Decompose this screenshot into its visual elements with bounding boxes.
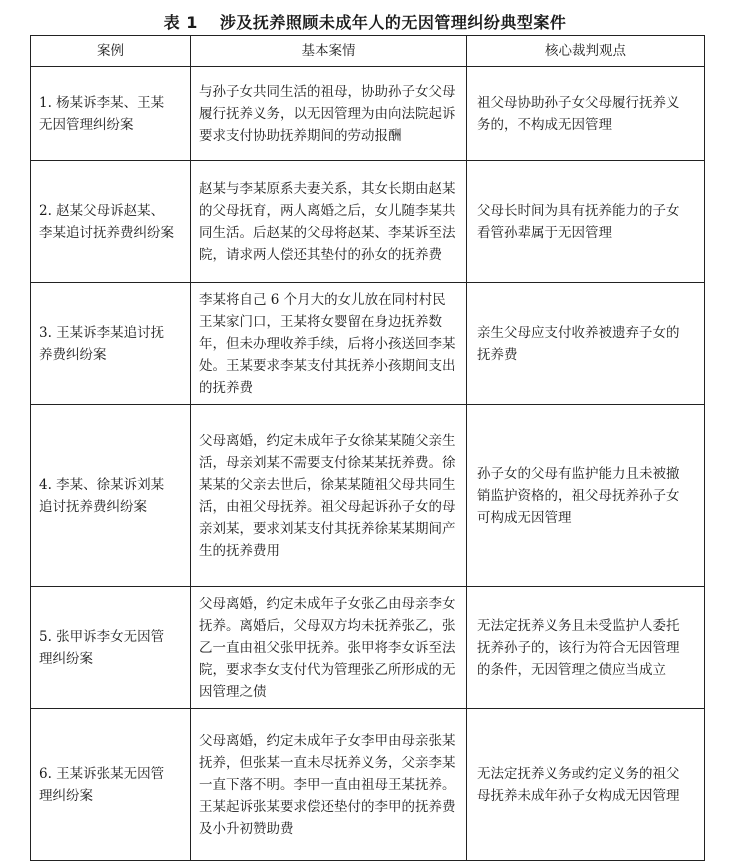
case-facts-cell: 李某将自己 6 个月大的女儿放在同村村民王某家门口，王某将女婴留在身边抚养数年，但未办理收养手续，后将小孩送回李某处。王某要求李某支付其抚养小孩期间支出的抚养费 bbox=[191, 283, 467, 405]
case-holding-cell: 无法定抚养义务或约定义务的祖父母抚养未成年孙子女构成无因管理 bbox=[467, 709, 705, 861]
case-holding-cell: 无法定抚养义务且未受监护人委托抚养孙子的，该行为符合无因管理的条件，无因管理之债应当成立 bbox=[467, 587, 705, 709]
case-facts-cell: 赵某与李某原系夫妻关系，其女长期由赵某的父母抚育，两人离婚之后，女儿随李某共同生活。后赵某的父母将赵某、李某诉至法院，请求两人偿还其垫付的孙女的抚养费 bbox=[191, 161, 467, 283]
case-holding-cell: 孙子女的父母有监护能力且未被撤销监护资格的，祖父母抚养孙子女可构成无因管理 bbox=[467, 405, 705, 587]
table-row bbox=[31, 283, 705, 405]
column-header-case: 案例 bbox=[31, 36, 191, 67]
table-row bbox=[31, 709, 705, 861]
case-facts-cell: 父母离婚，约定未成年子女徐某某随父亲生活，母亲刘某不需要支付徐某某抚养费。徐某某的父亲去世后，徐某某随祖父母共同生活，由祖父母抚养。祖父母起诉孙子女的母亲刘某，要求刘某支付其抚养徐某某期间产生的抚养费用 bbox=[191, 405, 467, 587]
table-number: 表 1 bbox=[163, 13, 198, 32]
case-facts-cell: 父母离婚，约定未成年子女李甲由母亲张某抚养，但张某一直未尽抚养义务，父亲李某一直下落不明。李甲一直由祖母王某抚养。王某起诉张某要求偿还垫付的李甲的抚养费及小升初赞助费 bbox=[191, 709, 467, 861]
table-caption bbox=[0, 10, 730, 33]
case-table bbox=[30, 35, 705, 861]
case-holding-cell: 亲生父母应支付收养被遗弃子女的抚养费 bbox=[467, 283, 705, 405]
case-name-cell: 2. 赵某父母诉赵某、李某追讨抚养费纠纷案 bbox=[31, 161, 191, 283]
case-name-cell: 3. 王某诉李某追讨抚养费纠纷案 bbox=[31, 283, 191, 405]
case-name-cell: 1. 杨某诉李某、王某无因管理纠纷案 bbox=[31, 67, 191, 161]
case-name-cell: 4. 李某、徐某诉刘某追讨抚养费纠纷案 bbox=[31, 405, 191, 587]
column-header-holding: 核心裁判观点 bbox=[467, 36, 705, 67]
table-row bbox=[31, 587, 705, 709]
case-holding-cell: 祖父母协助孙子女父母履行抚养义务的，不构成无因管理 bbox=[467, 67, 705, 161]
case-facts-cell: 与孙子女共同生活的祖母，协助孙子女父母履行抚养义务，以无因管理为由向法院起诉要求支付协助抚养期间的劳动报酬 bbox=[191, 67, 467, 161]
table-title: 涉及抚养照顾未成年人的无因管理纠纷典型案件 bbox=[219, 13, 567, 32]
table-row bbox=[31, 405, 705, 587]
case-holding-cell: 父母长时间为具有抚养能力的子女看管孙辈属于无因管理 bbox=[467, 161, 705, 283]
table-header-row bbox=[31, 36, 705, 67]
table-row bbox=[31, 67, 705, 161]
table-row bbox=[31, 161, 705, 283]
case-facts-cell: 父母离婚，约定未成年子女张乙由母亲李女抚养。离婚后，父母双方均未抚养张乙，张乙一直由祖父张甲抚养。张甲将李女诉至法院，要求李女支付代为管理张乙所形成的无因管理之债 bbox=[191, 587, 467, 709]
case-name-cell: 6. 王某诉张某无因管理纠纷案 bbox=[31, 709, 191, 861]
case-name-cell: 5. 张甲诉李女无因管理纠纷案 bbox=[31, 587, 191, 709]
column-header-facts: 基本案情 bbox=[191, 36, 467, 67]
